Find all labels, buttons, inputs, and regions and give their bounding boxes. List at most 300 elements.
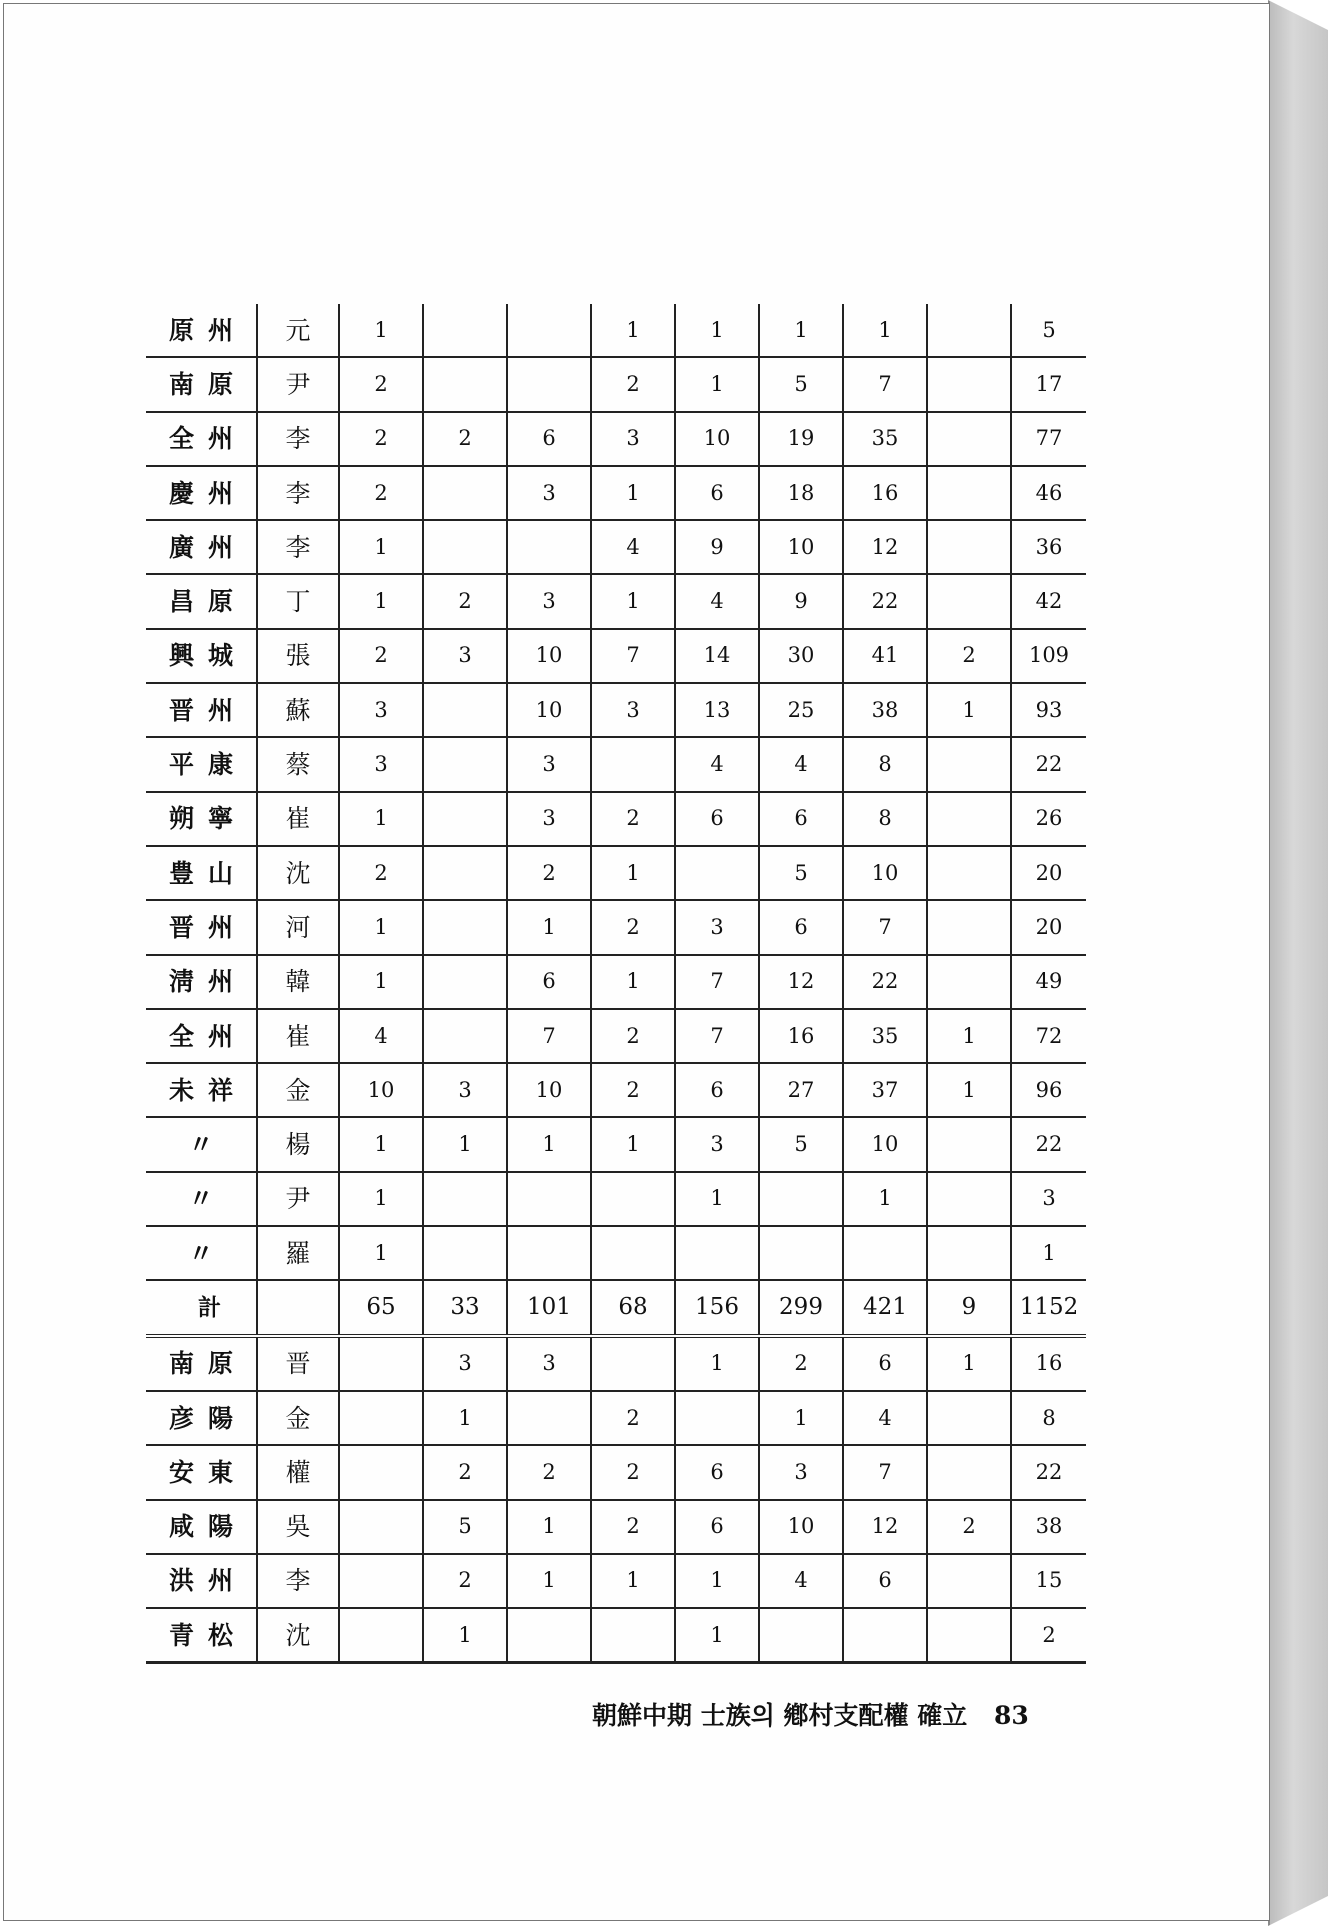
count-cell: 1	[591, 304, 675, 357]
count-cell: 7	[843, 900, 927, 954]
count-cell: 8	[843, 737, 927, 791]
place-cell: 平康	[146, 737, 257, 791]
place-cell: 〃	[146, 1172, 257, 1226]
count-cell: 8	[843, 792, 927, 846]
row-total-cell: 5	[1011, 304, 1086, 357]
book-page	[3, 3, 1270, 1921]
surname-cell: 金	[257, 1063, 339, 1117]
count-cell: 1	[927, 1009, 1011, 1063]
count-cell: 1	[423, 1608, 507, 1663]
place-cell: 南原	[146, 1336, 257, 1391]
place-cell: 未祥	[146, 1063, 257, 1117]
place-cell: 青松	[146, 1608, 257, 1663]
row-total-cell: 26	[1011, 792, 1086, 846]
row-total-cell: 2	[1011, 1608, 1086, 1663]
count-cell: 2	[339, 629, 423, 683]
table-row	[146, 955, 1086, 1009]
count-cell: 1	[759, 1391, 843, 1445]
count-cell: 3	[423, 1336, 507, 1391]
count-cell	[423, 520, 507, 574]
count-cell	[423, 792, 507, 846]
running-title: 朝鮮中期 士族의 鄕村支配權 確立	[592, 1701, 968, 1730]
table-row	[146, 1391, 1086, 1445]
count-cell	[759, 1172, 843, 1226]
page-number: 83	[993, 1701, 1029, 1730]
place-cell: 咸陽	[146, 1500, 257, 1554]
place-cell: 〃	[146, 1226, 257, 1280]
count-cell: 10	[759, 1500, 843, 1554]
place-cell: 朔寧	[146, 792, 257, 846]
count-cell: 2	[927, 629, 1011, 683]
count-cell	[507, 304, 591, 357]
count-cell: 1	[423, 1391, 507, 1445]
place-cell: 興城	[146, 629, 257, 683]
place-cell: 豊山	[146, 846, 257, 900]
count-cell: 1	[675, 304, 759, 357]
count-cell	[423, 900, 507, 954]
count-cell: 2	[339, 466, 423, 520]
count-cell: 1	[339, 1172, 423, 1226]
count-cell: 1	[591, 846, 675, 900]
count-cell: 7	[675, 955, 759, 1009]
count-cell: 2	[423, 412, 507, 466]
table-row	[146, 304, 1086, 357]
count-cell	[927, 1172, 1011, 1226]
surname-cell: 沈	[257, 846, 339, 900]
count-cell: 10	[507, 629, 591, 683]
count-cell	[423, 357, 507, 411]
surname-cell: 金	[257, 1391, 339, 1445]
row-total-cell: 93	[1011, 683, 1086, 737]
lineage-table	[146, 304, 1086, 1664]
count-cell	[507, 1172, 591, 1226]
row-total-cell: 22	[1011, 1117, 1086, 1171]
surname-cell: 元	[257, 304, 339, 357]
count-cell: 299	[759, 1280, 843, 1335]
table-row	[146, 683, 1086, 737]
count-cell: 6	[675, 466, 759, 520]
count-cell: 10	[843, 1117, 927, 1171]
count-cell: 3	[759, 1445, 843, 1499]
count-cell: 1	[507, 1554, 591, 1608]
count-cell: 9	[759, 574, 843, 628]
page-footer	[592, 1696, 1052, 1732]
surname-cell: 楊	[257, 1117, 339, 1171]
table-row	[146, 357, 1086, 411]
count-cell: 6	[507, 412, 591, 466]
place-cell: 晋州	[146, 900, 257, 954]
count-cell: 1	[339, 1117, 423, 1171]
count-cell: 2	[591, 1391, 675, 1445]
table-row	[146, 792, 1086, 846]
count-cell: 6	[507, 955, 591, 1009]
count-cell	[507, 357, 591, 411]
count-cell: 4	[675, 574, 759, 628]
count-cell: 7	[591, 629, 675, 683]
row-total-cell: 72	[1011, 1009, 1086, 1063]
count-cell: 9	[927, 1280, 1011, 1335]
count-cell: 1	[507, 900, 591, 954]
count-cell: 1	[423, 1117, 507, 1171]
count-cell: 2	[591, 1500, 675, 1554]
count-cell: 2	[339, 846, 423, 900]
count-cell	[423, 683, 507, 737]
place-cell: 全州	[146, 412, 257, 466]
count-cell	[591, 737, 675, 791]
count-cell: 4	[759, 737, 843, 791]
table-row	[146, 1336, 1086, 1391]
row-total-cell: 20	[1011, 846, 1086, 900]
row-total-cell: 22	[1011, 737, 1086, 791]
count-cell: 2	[591, 900, 675, 954]
table-row	[146, 1445, 1086, 1499]
count-cell	[423, 1226, 507, 1280]
count-cell: 2	[759, 1336, 843, 1391]
count-cell	[927, 955, 1011, 1009]
count-cell	[339, 1554, 423, 1608]
count-cell: 5	[759, 1117, 843, 1171]
count-cell	[927, 1391, 1011, 1445]
count-cell: 3	[423, 1063, 507, 1117]
table-row	[146, 629, 1086, 683]
place-cell: 原州	[146, 304, 257, 357]
table-row	[146, 1172, 1086, 1226]
table-row	[146, 846, 1086, 900]
count-cell: 2	[423, 1554, 507, 1608]
count-cell: 27	[759, 1063, 843, 1117]
count-cell	[927, 900, 1011, 954]
count-cell	[927, 1117, 1011, 1171]
count-cell: 3	[507, 1336, 591, 1391]
count-cell: 35	[843, 1009, 927, 1063]
surname-cell: 蘇	[257, 683, 339, 737]
count-cell: 3	[507, 574, 591, 628]
count-cell	[927, 737, 1011, 791]
surname-cell: 李	[257, 1554, 339, 1608]
count-cell: 1	[675, 357, 759, 411]
surname-cell: 沈	[257, 1608, 339, 1663]
surname-cell: 羅	[257, 1226, 339, 1280]
count-cell: 2	[507, 846, 591, 900]
count-cell: 6	[675, 1500, 759, 1554]
row-total-cell: 49	[1011, 955, 1086, 1009]
count-cell: 4	[339, 1009, 423, 1063]
count-cell	[927, 1554, 1011, 1608]
count-cell: 1	[927, 683, 1011, 737]
table-row	[146, 412, 1086, 466]
count-cell: 1	[591, 1117, 675, 1171]
surname-cell: 張	[257, 629, 339, 683]
surname-cell: 晋	[257, 1336, 339, 1391]
count-cell	[927, 466, 1011, 520]
count-cell: 10	[507, 1063, 591, 1117]
count-cell: 1	[591, 1554, 675, 1608]
count-cell	[927, 792, 1011, 846]
surname-cell: 尹	[257, 1172, 339, 1226]
count-cell: 3	[507, 466, 591, 520]
count-cell: 22	[843, 574, 927, 628]
count-cell: 3	[507, 792, 591, 846]
count-cell	[759, 1608, 843, 1663]
count-cell: 4	[843, 1391, 927, 1445]
place-cell: 南原	[146, 357, 257, 411]
row-total-cell: 17	[1011, 357, 1086, 411]
count-cell: 6	[843, 1336, 927, 1391]
place-cell: 慶州	[146, 466, 257, 520]
count-cell: 2	[339, 357, 423, 411]
count-cell: 35	[843, 412, 927, 466]
count-cell	[423, 846, 507, 900]
count-cell: 9	[675, 520, 759, 574]
count-cell: 1	[591, 466, 675, 520]
table-row	[146, 520, 1086, 574]
surname-cell: 李	[257, 520, 339, 574]
row-total-cell: 16	[1011, 1336, 1086, 1391]
count-cell: 25	[759, 683, 843, 737]
count-cell: 3	[339, 683, 423, 737]
count-cell: 10	[339, 1063, 423, 1117]
count-cell: 3	[423, 629, 507, 683]
place-cell: 彦陽	[146, 1391, 257, 1445]
count-cell	[675, 846, 759, 900]
count-cell: 2	[591, 1063, 675, 1117]
count-cell: 1	[339, 792, 423, 846]
count-cell: 5	[423, 1500, 507, 1554]
count-cell: 1	[675, 1172, 759, 1226]
surname-cell: 崔	[257, 792, 339, 846]
count-cell: 1	[675, 1554, 759, 1608]
place-cell: 洪州	[146, 1554, 257, 1608]
count-cell: 33	[423, 1280, 507, 1335]
count-cell: 3	[675, 900, 759, 954]
row-total-cell: 1	[1011, 1226, 1086, 1280]
count-cell: 1	[759, 304, 843, 357]
count-cell	[591, 1336, 675, 1391]
table-body	[146, 304, 1086, 1663]
count-cell: 2	[423, 574, 507, 628]
count-cell: 10	[843, 846, 927, 900]
count-cell: 1	[927, 1336, 1011, 1391]
count-cell: 6	[675, 1063, 759, 1117]
row-total-cell: 1152	[1011, 1280, 1086, 1335]
count-cell: 10	[759, 520, 843, 574]
count-cell: 1	[339, 955, 423, 1009]
table-row	[146, 1608, 1086, 1663]
count-cell: 30	[759, 629, 843, 683]
count-cell: 2	[927, 1500, 1011, 1554]
table-row	[146, 1554, 1086, 1608]
surname-cell: 河	[257, 900, 339, 954]
count-cell: 2	[591, 792, 675, 846]
count-cell: 1	[843, 1172, 927, 1226]
count-cell: 3	[507, 737, 591, 791]
count-cell: 1	[339, 1226, 423, 1280]
count-cell: 19	[759, 412, 843, 466]
count-cell	[423, 737, 507, 791]
count-cell: 1	[507, 1500, 591, 1554]
surname-cell: 尹	[257, 357, 339, 411]
count-cell: 16	[843, 466, 927, 520]
count-cell: 4	[759, 1554, 843, 1608]
count-cell: 12	[843, 1500, 927, 1554]
count-cell: 41	[843, 629, 927, 683]
count-cell: 2	[339, 412, 423, 466]
count-cell: 4	[591, 520, 675, 574]
place-cell: 〃	[146, 1117, 257, 1171]
count-cell	[843, 1226, 927, 1280]
row-total-cell: 77	[1011, 412, 1086, 466]
count-cell: 7	[843, 357, 927, 411]
page-edge	[1268, 0, 1328, 1926]
table-row	[146, 1500, 1086, 1554]
count-cell	[507, 1226, 591, 1280]
count-cell	[759, 1226, 843, 1280]
count-cell: 2	[591, 1009, 675, 1063]
table-row	[146, 574, 1086, 628]
count-cell: 3	[591, 683, 675, 737]
total-row	[146, 1280, 1086, 1335]
count-cell	[591, 1608, 675, 1663]
count-cell	[591, 1226, 675, 1280]
count-cell: 1	[339, 574, 423, 628]
count-cell: 6	[675, 792, 759, 846]
count-cell	[927, 304, 1011, 357]
count-cell	[339, 1500, 423, 1554]
count-cell: 4	[675, 737, 759, 791]
count-cell: 6	[843, 1554, 927, 1608]
count-cell: 2	[591, 357, 675, 411]
row-total-cell: 109	[1011, 629, 1086, 683]
count-cell	[843, 1608, 927, 1663]
count-cell: 2	[591, 1445, 675, 1499]
row-total-cell: 15	[1011, 1554, 1086, 1608]
count-cell: 1	[507, 1117, 591, 1171]
surname-cell: 吳	[257, 1500, 339, 1554]
count-cell: 38	[843, 683, 927, 737]
count-cell: 1	[339, 900, 423, 954]
count-cell: 22	[843, 955, 927, 1009]
place-cell: 廣州	[146, 520, 257, 574]
count-cell: 12	[759, 955, 843, 1009]
row-total-cell: 36	[1011, 520, 1086, 574]
count-cell	[591, 1172, 675, 1226]
table-row	[146, 737, 1086, 791]
table-row	[146, 1226, 1086, 1280]
count-cell: 1	[591, 955, 675, 1009]
count-cell: 14	[675, 629, 759, 683]
count-cell: 7	[675, 1009, 759, 1063]
table-row	[146, 1117, 1086, 1171]
place-cell: 淸州	[146, 955, 257, 1009]
count-cell	[927, 520, 1011, 574]
count-cell	[927, 1445, 1011, 1499]
row-total-cell: 42	[1011, 574, 1086, 628]
row-total-cell: 8	[1011, 1391, 1086, 1445]
count-cell: 5	[759, 357, 843, 411]
surname-cell	[257, 1280, 339, 1335]
surname-cell: 丁	[257, 574, 339, 628]
count-cell: 3	[339, 737, 423, 791]
count-cell: 156	[675, 1280, 759, 1335]
count-cell: 6	[759, 900, 843, 954]
count-cell	[423, 955, 507, 1009]
count-cell	[927, 412, 1011, 466]
surname-cell: 韓	[257, 955, 339, 1009]
count-cell: 1	[591, 574, 675, 628]
count-cell	[927, 574, 1011, 628]
count-cell: 6	[759, 792, 843, 846]
count-cell	[927, 1608, 1011, 1663]
count-cell: 18	[759, 466, 843, 520]
count-cell: 13	[675, 683, 759, 737]
count-cell: 101	[507, 1280, 591, 1335]
count-cell	[339, 1336, 423, 1391]
count-cell: 65	[339, 1280, 423, 1335]
count-cell: 1	[675, 1608, 759, 1663]
surname-cell: 蔡	[257, 737, 339, 791]
count-cell: 1	[927, 1063, 1011, 1117]
count-cell: 37	[843, 1063, 927, 1117]
row-total-cell: 3	[1011, 1172, 1086, 1226]
place-cell: 全州	[146, 1009, 257, 1063]
count-cell	[927, 357, 1011, 411]
row-total-cell: 96	[1011, 1063, 1086, 1117]
place-cell: 安東	[146, 1445, 257, 1499]
surname-cell: 崔	[257, 1009, 339, 1063]
count-cell: 68	[591, 1280, 675, 1335]
row-total-cell: 38	[1011, 1500, 1086, 1554]
count-cell: 421	[843, 1280, 927, 1335]
count-cell: 5	[759, 846, 843, 900]
surname-cell: 李	[257, 412, 339, 466]
place-cell: 晋州	[146, 683, 257, 737]
table-row	[146, 1009, 1086, 1063]
count-cell: 3	[591, 412, 675, 466]
data-table-area	[146, 304, 1079, 1664]
count-cell: 1	[675, 1336, 759, 1391]
row-total-cell: 20	[1011, 900, 1086, 954]
count-cell	[423, 304, 507, 357]
count-cell	[339, 1391, 423, 1445]
count-cell	[507, 1608, 591, 1663]
count-cell	[423, 1009, 507, 1063]
count-cell: 2	[507, 1445, 591, 1499]
count-cell: 7	[507, 1009, 591, 1063]
count-cell	[927, 846, 1011, 900]
table-row	[146, 466, 1086, 520]
surname-cell: 李	[257, 466, 339, 520]
count-cell	[423, 1172, 507, 1226]
count-cell	[675, 1391, 759, 1445]
table-row	[146, 900, 1086, 954]
count-cell	[927, 1226, 1011, 1280]
place-cell: 昌原	[146, 574, 257, 628]
row-total-cell: 22	[1011, 1445, 1086, 1499]
count-cell: 6	[675, 1445, 759, 1499]
count-cell	[339, 1445, 423, 1499]
surname-cell: 權	[257, 1445, 339, 1499]
table-row	[146, 1063, 1086, 1117]
count-cell	[507, 520, 591, 574]
count-cell: 1	[843, 304, 927, 357]
total-label: 計	[146, 1280, 257, 1335]
count-cell: 12	[843, 520, 927, 574]
count-cell: 1	[339, 304, 423, 357]
count-cell	[339, 1608, 423, 1663]
count-cell: 10	[675, 412, 759, 466]
count-cell: 3	[675, 1117, 759, 1171]
count-cell: 10	[507, 683, 591, 737]
